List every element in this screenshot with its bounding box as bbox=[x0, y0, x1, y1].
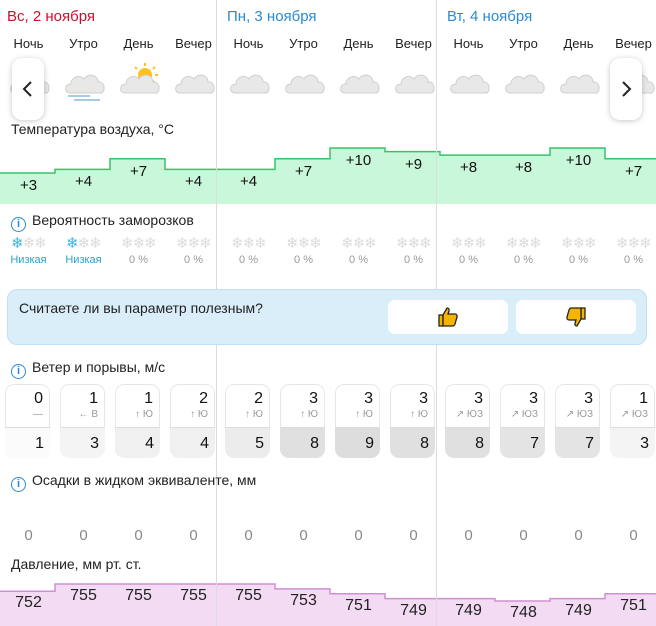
thumbs-down-icon bbox=[564, 305, 588, 329]
wind-cell bbox=[610, 384, 655, 458]
snowflake-icon: ❄❄❄ bbox=[616, 235, 651, 252]
frost-cell bbox=[496, 235, 551, 266]
wind-direction: ↗ ЮЗ bbox=[565, 409, 593, 420]
temperature-value: +4 bbox=[74, 173, 93, 191]
wind-direction: ← В bbox=[78, 409, 98, 420]
info-icon[interactable]: i bbox=[11, 217, 26, 232]
wind-cell bbox=[225, 384, 270, 458]
precip-value: 0 bbox=[134, 527, 143, 544]
temperature-value: +4 bbox=[239, 173, 258, 191]
wind-speed: 3 bbox=[584, 390, 593, 407]
day-title-monday: Пн, 3 ноября bbox=[227, 8, 317, 25]
pressure-value: 749 bbox=[565, 601, 592, 619]
day-part-label: Вечер bbox=[395, 36, 432, 51]
day-part-label: День bbox=[563, 36, 594, 51]
snowflake-icon: ❄❄❄ bbox=[561, 235, 596, 252]
thumbs-up-button[interactable] bbox=[388, 300, 508, 334]
temperature-value: +4 bbox=[184, 173, 203, 191]
pressure-value: 755 bbox=[70, 587, 97, 604]
wind-gust: 9 bbox=[335, 427, 380, 458]
frost-probability: 0 % bbox=[624, 254, 643, 266]
frost-probability: 0 % bbox=[569, 254, 588, 266]
pressure-value: 751 bbox=[345, 596, 372, 614]
wind-gust: 3 bbox=[610, 427, 655, 458]
day-part-label: Утро bbox=[69, 36, 98, 51]
frost-cell bbox=[166, 235, 221, 266]
wind-speed: 1 bbox=[144, 390, 153, 407]
temperature-title: Температура воздуха, °C bbox=[11, 121, 174, 137]
wind-direction: ↑ Ю bbox=[245, 409, 263, 420]
temperature-value: +3 bbox=[19, 177, 38, 194]
frost-cell bbox=[276, 235, 331, 266]
feedback-panel bbox=[7, 289, 647, 345]
temperature-value: +10 bbox=[345, 152, 372, 169]
temperature-value: +7 bbox=[624, 162, 643, 180]
temperature-value: +7 bbox=[294, 162, 313, 180]
pressure-value: 752 bbox=[15, 594, 42, 612]
temperature-value: +7 bbox=[129, 162, 148, 180]
frost-probability: 0 % bbox=[349, 254, 368, 266]
wind-cell bbox=[60, 384, 105, 458]
wind-gust: 1 bbox=[5, 427, 50, 458]
wind-speed: 1 bbox=[89, 390, 98, 407]
day-title-sunday: Вс, 2 ноября bbox=[7, 8, 95, 25]
day-part-label: День bbox=[343, 36, 374, 51]
frost-probability: 0 % bbox=[514, 254, 533, 266]
pressure-value: 749 bbox=[455, 601, 482, 619]
snowflake-icon: ❄❄❄ bbox=[396, 235, 431, 252]
wind-speed: 2 bbox=[254, 390, 263, 407]
wind-gust: 7 bbox=[555, 427, 600, 458]
precip-value: 0 bbox=[354, 527, 363, 544]
cloudy-icon bbox=[441, 60, 496, 104]
wind-speed: 2 bbox=[199, 390, 208, 407]
snowflake-icon: ❄❄❄ bbox=[341, 235, 376, 252]
pressure-title: Давление, мм рт. ст. bbox=[11, 556, 142, 572]
frost-title-text: Вероятность заморозков bbox=[32, 212, 194, 228]
partly-sunny-icon bbox=[111, 60, 166, 104]
temperature-value: +8 bbox=[514, 159, 533, 177]
wind-gust: 8 bbox=[445, 427, 490, 458]
snowflake-icon: ❄❄❄ bbox=[176, 235, 211, 252]
wind-speed: 0 bbox=[34, 390, 43, 407]
next-arrow-button[interactable] bbox=[610, 58, 642, 120]
snowflake-icon: ❄❄❄ bbox=[121, 235, 156, 252]
wind-cell bbox=[500, 384, 545, 458]
wind-direction: — bbox=[33, 409, 43, 420]
wind-title bbox=[11, 359, 165, 379]
snowflake-icon: ❄❄❄ bbox=[451, 235, 486, 252]
wind-cell bbox=[115, 384, 160, 458]
wind-gust: 8 bbox=[280, 427, 325, 458]
frost-probability: 0 % bbox=[184, 254, 203, 266]
fog-cloud-icon bbox=[56, 60, 111, 104]
frost-cell bbox=[606, 235, 656, 266]
day-part-label: Утро bbox=[509, 36, 538, 51]
precip-value: 0 bbox=[574, 527, 583, 544]
wind-gust: 7 bbox=[500, 427, 545, 458]
precip-value: 0 bbox=[244, 527, 253, 544]
wind-title-text: Ветер и порывы, м/с bbox=[32, 359, 166, 375]
chevron-left-icon bbox=[21, 80, 35, 98]
precip-value: 0 bbox=[519, 527, 528, 544]
temperature-value: +9 bbox=[404, 155, 423, 173]
precip-value: 0 bbox=[409, 527, 418, 544]
cloudy-icon bbox=[386, 60, 441, 104]
cloudy-icon bbox=[496, 60, 551, 104]
frost-cell bbox=[386, 235, 441, 266]
precip-value: 0 bbox=[189, 527, 198, 544]
day-part-label: Утро bbox=[289, 36, 318, 51]
info-icon[interactable]: i bbox=[11, 477, 26, 492]
frost-probability: 0 % bbox=[459, 254, 478, 266]
precip-value: 0 bbox=[464, 527, 473, 544]
wind-direction: ↑ Ю bbox=[190, 409, 208, 420]
precip-value: 0 bbox=[629, 527, 638, 544]
prev-arrow-button[interactable] bbox=[12, 58, 44, 120]
chevron-right-icon bbox=[619, 80, 633, 98]
pressure-value: 755 bbox=[180, 587, 207, 604]
precip-title bbox=[11, 472, 256, 492]
snowflake-icon: ❄❄❄ bbox=[286, 235, 321, 252]
day-part-label: Вечер bbox=[615, 36, 652, 51]
wind-gust: 4 bbox=[170, 427, 215, 458]
wind-direction: ↑ Ю bbox=[300, 409, 318, 420]
precip-value: 0 bbox=[79, 527, 88, 544]
wind-gust: 5 bbox=[225, 427, 270, 458]
wind-speed: 3 bbox=[529, 390, 538, 407]
wind-gust: 8 bbox=[390, 427, 435, 458]
frost-probability: 0 % bbox=[129, 254, 148, 266]
wind-speed: 3 bbox=[364, 390, 373, 407]
wind-speed: 3 bbox=[309, 390, 318, 407]
pressure-value: 755 bbox=[125, 587, 152, 604]
frost-cell bbox=[221, 235, 276, 266]
frost-probability: Низкая bbox=[10, 254, 47, 266]
day-part-label: Ночь bbox=[453, 36, 484, 51]
frost-cell bbox=[551, 235, 606, 266]
pressure-value: 751 bbox=[620, 596, 647, 614]
day-part-label: Ночь bbox=[13, 36, 44, 51]
cloudy-icon bbox=[331, 60, 386, 104]
wind-speed: 3 bbox=[419, 390, 428, 407]
wind-cell bbox=[555, 384, 600, 458]
precip-value: 0 bbox=[24, 527, 33, 544]
wind-direction: ↗ ЮЗ bbox=[620, 409, 648, 420]
thumbs-down-button[interactable] bbox=[516, 300, 636, 334]
precip-value: 0 bbox=[299, 527, 308, 544]
frost-cell bbox=[56, 235, 111, 266]
pressure-value: 753 bbox=[290, 591, 317, 609]
wind-speed: 3 bbox=[474, 390, 483, 407]
frost-probability: 0 % bbox=[294, 254, 313, 266]
cloudy-icon bbox=[276, 60, 331, 104]
precip-title-text: Осадки в жидком эквиваленте, мм bbox=[32, 472, 257, 488]
snowflake-icon: ❄❄❄ bbox=[11, 235, 46, 252]
frost-cell bbox=[331, 235, 386, 266]
wind-cell bbox=[5, 384, 50, 458]
wind-direction: ↑ Ю bbox=[410, 409, 428, 420]
info-icon[interactable]: i bbox=[11, 364, 26, 379]
snowflake-icon: ❄❄❄ bbox=[231, 235, 266, 252]
wind-cell bbox=[390, 384, 435, 458]
frost-probability: 0 % bbox=[239, 254, 258, 266]
wind-cell bbox=[170, 384, 215, 458]
cloudy-icon bbox=[551, 60, 606, 104]
day-title-tuesday: Вт, 4 ноября bbox=[447, 8, 533, 25]
temperature-value: +10 bbox=[565, 152, 592, 169]
wind-direction: ↑ Ю bbox=[355, 409, 373, 420]
frost-cell bbox=[441, 235, 496, 266]
wind-cell bbox=[280, 384, 325, 458]
wind-direction: ↑ Ю bbox=[135, 409, 153, 420]
pressure-value: 748 bbox=[510, 604, 537, 621]
feedback-question: Считаете ли вы параметр полезным? bbox=[19, 300, 263, 316]
day-part-label: Ночь bbox=[233, 36, 264, 51]
wind-cell bbox=[445, 384, 490, 458]
snowflake-icon: ❄❄❄ bbox=[66, 235, 101, 252]
wind-gust: 4 bbox=[115, 427, 160, 458]
wind-direction: ↗ ЮЗ bbox=[510, 409, 538, 420]
pressure-value: 755 bbox=[235, 587, 262, 604]
frost-cell bbox=[1, 235, 56, 266]
day-part-label: День bbox=[123, 36, 154, 51]
wind-cell bbox=[335, 384, 380, 458]
thumbs-up-icon bbox=[436, 305, 460, 329]
cloudy-icon bbox=[221, 60, 276, 104]
frost-probability: Низкая bbox=[65, 254, 102, 266]
frost-title bbox=[11, 212, 194, 232]
pressure-value: 749 bbox=[400, 601, 427, 619]
wind-speed: 1 bbox=[639, 390, 648, 407]
day-part-label: Вечер bbox=[175, 36, 212, 51]
temperature-value: +8 bbox=[459, 159, 478, 177]
frost-cell bbox=[111, 235, 166, 266]
cloudy-icon bbox=[166, 60, 221, 104]
snowflake-icon: ❄❄❄ bbox=[506, 235, 541, 252]
wind-direction: ↗ ЮЗ bbox=[455, 409, 483, 420]
frost-probability: 0 % bbox=[404, 254, 423, 266]
wind-gust: 3 bbox=[60, 427, 105, 458]
